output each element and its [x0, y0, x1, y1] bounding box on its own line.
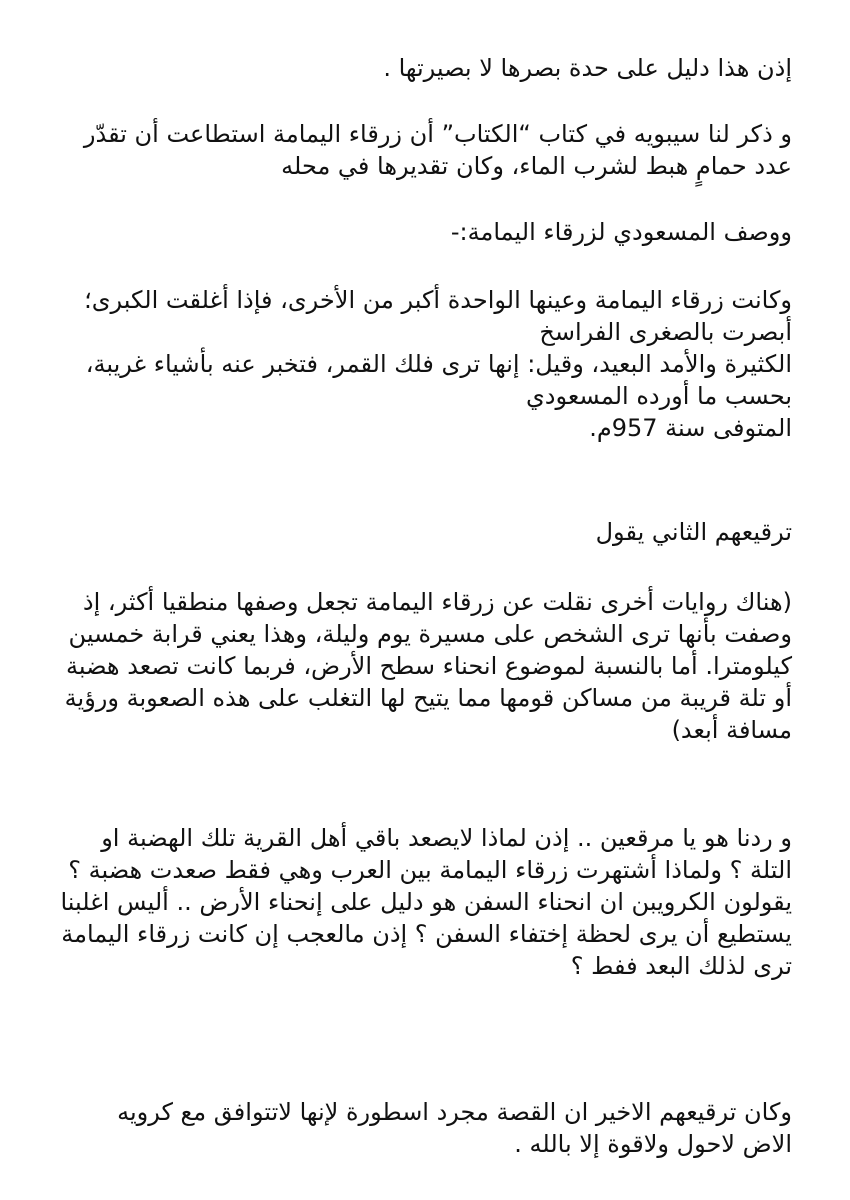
- heading-second-patch: [60, 516, 792, 548]
- text-line: وكانت زرقاء اليمامة وعينها الواحدة أكبر من الأخرى، فإذا أغلقت الكبرى؛: [84, 286, 792, 314]
- text-line: ترى لذلك البعد ففط ؟: [570, 952, 792, 980]
- text-line: أبصرت بالصغرى الفراسخ: [539, 318, 792, 346]
- paragraph-sibawayh: [60, 118, 792, 182]
- text-line: التلة ؟ ولماذا أشتهرت زرقاء اليمامة بين العرب وهي فقط صعدت هضبة ؟: [68, 856, 792, 884]
- text-line: أو تلة قريبة من مساكن قومها مما يتيح لها التغلب على هذه الصعوبة ورؤية: [64, 684, 792, 712]
- text-line: ووصف المسعودي لزرقاء اليمامة:-: [450, 218, 792, 246]
- paragraph-intro: [60, 52, 792, 84]
- text-line: (هناك روايات أخرى نقلت عن زرقاء اليمامة تجعل وصفها منطقيا أكثر، إذ: [82, 588, 792, 616]
- text-line: بحسب ما أورده المسعودي: [525, 382, 792, 410]
- text-line: المتوفى سنة 957م.: [589, 414, 792, 442]
- heading-masudi: [60, 216, 792, 248]
- text-line: و ذكر لنا سيبويه في كتاب “الكتاب” أن زرقاء اليمامة استطاعت أن تقدّر: [83, 120, 792, 148]
- text-line: ترقيعهم الثاني يقول: [595, 518, 792, 546]
- text-line: كيلومترا. أما بالنسبة لموضوع انحناء سطح الأرض، فربما كانت تصعد هضبة: [65, 652, 792, 680]
- text-line: عدد حمامٍ هبط لشرب الماء، وكان تقديرها في محله: [281, 152, 792, 180]
- text-line: الاض لاحول ولاقوة إلا بالله .: [514, 1130, 792, 1158]
- text-line: إذن هذا دليل على حدة بصرها لا بصيرتها .: [383, 54, 792, 82]
- paragraph-reply: [60, 822, 792, 982]
- document-body: [60, 40, 792, 1180]
- text-line: الكثيرة والأمد البعيد، وقيل: إنها ترى فلك القمر، فتخبر عنه بأشياء غريبة،: [85, 350, 792, 378]
- text-line: يستطيع أن يرى لحظة إختفاء السفن ؟ إذن مالعجب إن كانت زرقاء اليمامة: [61, 920, 792, 948]
- paragraph-last-patch: [60, 1096, 792, 1160]
- text-line: مسافة أبعد): [671, 716, 792, 744]
- paragraph-masudi: [60, 284, 792, 444]
- text-line: و ردنا هو يا مرقعين .. إذن لماذا لايصعد باقي أهل القرية تلك الهضبة او: [101, 824, 792, 852]
- text-line: وكان ترقيعهم الاخير ان القصة مجرد اسطورة لإنها لاتتوافق مع كرويه: [117, 1098, 792, 1126]
- text-line: يقولون الكرويبن ان انحناء السفن هو دليل على إنحناء الأرض .. أليس اغلبنا: [60, 888, 792, 916]
- paragraph-second-patch: [60, 586, 792, 746]
- text-line: وصفت بأنها ترى الشخص على مسيرة يوم وليلة، وهذا يعني قرابة خمسين: [68, 620, 792, 648]
